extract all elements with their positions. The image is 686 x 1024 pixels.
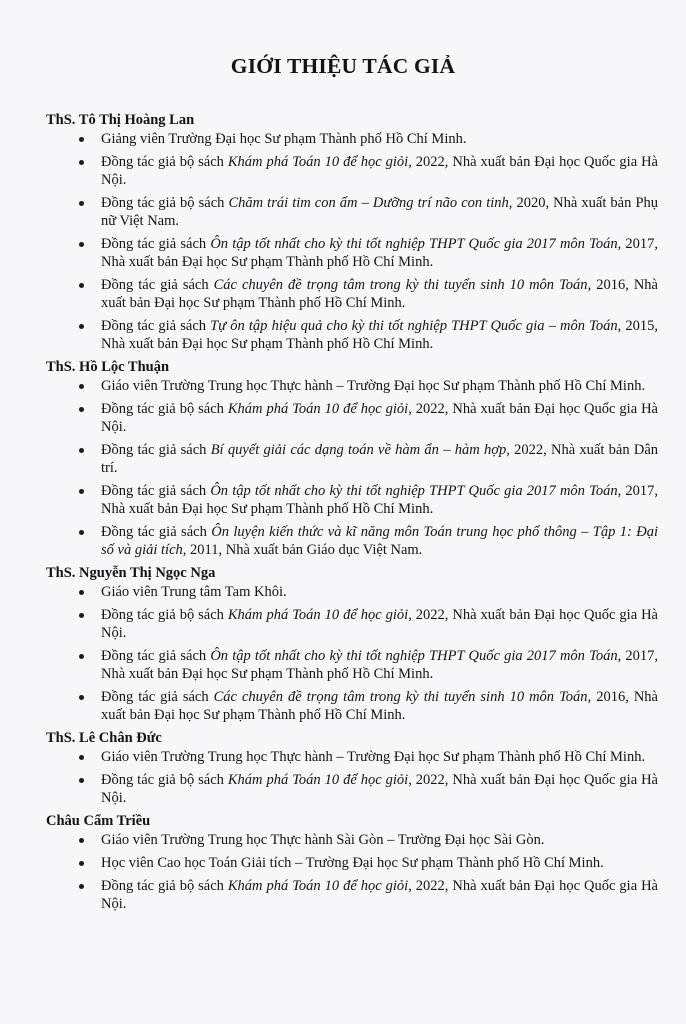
item-text: Giáo viên Trường Trung học Thực hành – Trường Đại học Sư phạm Thành phố Hồ Chí Minh. [101,378,646,394]
bullet-icon [79,242,84,247]
bullet-icon [79,160,84,165]
credential-list [46,377,658,559]
book-title: Ôn tập tốt nhất cho kỳ thi tốt nghiệp THPT Quốc gia 2017 môn Toán [210,483,618,499]
item-text-tail: , 2022, Nhà xuất bản Đại học Quốc gia Hà Nội. [101,401,658,435]
bullet-icon [79,407,84,412]
bullet-icon [79,283,84,288]
item-text: Học viên Cao học Toán Giải tích – Trường Đại học Sư phạm Thành phố Hồ Chí Minh. [101,855,604,871]
bullet-icon [79,489,84,494]
item-text: Đồng tác giả sách [101,277,214,293]
list-item [46,854,658,872]
item-text: Đồng tác giả sách [101,648,211,664]
bullet-icon [79,384,84,389]
book-title: Khám phá Toán 10 để học giỏi [227,607,409,623]
author-name: ThS. Hồ Lộc Thuận [46,359,170,375]
item-text-tail: , 2016, Nhà xuất bản Đại học Sư phạm Thành phố Hồ Chí Minh. [101,277,658,311]
author-name: ThS. Nguyễn Thị Ngọc Nga [46,565,216,581]
author-section [46,564,658,724]
bullet-icon [79,324,84,329]
list-item [46,276,658,312]
book-title: Chăm trái tim con ấm – Dưỡng trí não con tinh [228,195,509,211]
author-list [46,111,658,918]
bullet-icon [79,755,84,760]
item-text-tail: , 2017, Nhà xuất bản Đại học Sư phạm Thành phố Hồ Chí Minh. [101,648,659,682]
book-title: Các chuyên đề trọng tâm trong kỳ thi tuyển sinh 10 môn Toán [213,277,588,293]
bullet-icon [79,861,84,866]
bullet-icon [79,448,84,453]
item-text: Đồng tác giả sách [101,236,211,252]
credential-list [46,130,658,353]
list-item [46,194,658,230]
item-text: Đồng tác giả sách [101,442,211,458]
list-item [46,831,658,849]
item-text-tail: , 2011, Nhà xuất bản Giáo dục Việt Nam. [182,542,423,558]
credential-list [46,583,658,724]
book-title: Khám phá Toán 10 để học giỏi [227,878,409,894]
item-text: Đồng tác giả bộ sách [101,772,228,788]
item-text: Đồng tác giả sách [101,524,212,540]
list-item [46,441,658,477]
item-text-tail: , 2016, Nhà xuất bản Đại học Sư phạm Thành phố Hồ Chí Minh. [101,689,658,723]
list-item [46,317,658,353]
list-item [46,482,658,518]
list-item [46,130,658,148]
list-item [46,647,658,683]
item-text-tail: , 2017, Nhà xuất bản Đại học Sư phạm Thành phố Hồ Chí Minh. [101,483,659,517]
book-title: Ôn tập tốt nhất cho kỳ thi tốt nghiệp THPT Quốc gia 2017 môn Toán [210,648,618,664]
bullet-icon [79,884,84,889]
item-text: Giảng viên Trường Đại học Sư phạm Thành phố Hồ Chí Minh. [101,131,467,147]
list-item [46,583,658,601]
item-text-tail: , 2022, Nhà xuất bản Đại học Quốc gia Hà Nội. [101,607,658,641]
bullet-icon [79,137,84,142]
item-text-tail: , 2017, Nhà xuất bản Đại học Sư phạm Thành phố Hồ Chí Minh. [101,236,659,270]
item-text-tail: , 2022, Nhà xuất bản Dân trí. [101,442,659,476]
book-title: Khám phá Toán 10 để học giỏi [227,154,409,170]
credential-list [46,748,658,807]
author-section [46,812,658,913]
list-item [46,688,658,724]
book-title: Khám phá Toán 10 để học giỏi [227,772,409,788]
item-text: Đồng tác giả bộ sách [101,154,228,170]
book-title: Khám phá Toán 10 để học giỏi [227,401,409,417]
bullet-icon [79,530,84,535]
book-title: Tự ôn tập hiệu quả cho kỳ thi tốt nghiệp THPT Quốc gia – môn Toán [210,318,618,334]
item-text: Giáo viên Trường Trung học Thực hành – Trường Đại học Sư phạm Thành phố Hồ Chí Minh. [101,749,646,765]
item-text-tail: , 2020, Nhà xuất bản Phụ nữ Việt Nam. [101,195,659,229]
bullet-icon [79,590,84,595]
book-title: Bí quyết giải các dạng toán về hàm ẩn – hàm hợp [210,442,507,458]
book-title: Ôn tập tốt nhất cho kỳ thi tốt nghiệp THPT Quốc gia 2017 môn Toán [210,236,618,252]
item-text: Đồng tác giả bộ sách [101,607,228,623]
author-section [46,729,658,807]
item-text: Đồng tác giả sách [101,689,214,705]
list-item [46,377,658,395]
item-text: Đồng tác giả bộ sách [101,401,228,417]
list-item [46,523,658,559]
list-item [46,235,658,271]
item-text-tail: , 2022, Nhà xuất bản Đại học Quốc gia Hà Nội. [101,772,658,806]
bullet-icon [79,695,84,700]
page-title: GIỚI THIỆU TÁC GIẢ [230,54,456,78]
author-name: Châu Cẩm Triều [46,813,151,829]
item-text-tail: , 2015, Nhà xuất bản Đại học Sư phạm Thành phố Hồ Chí Minh. [101,318,659,352]
list-item [46,877,658,913]
list-item [46,748,658,766]
bullet-icon [79,838,84,843]
item-text: Giáo viên Trường Trung học Thực hành Sài Gòn – Trường Đại học Sài Gòn. [101,832,545,848]
bullet-icon [79,654,84,659]
list-item [46,400,658,436]
credential-list [46,831,658,913]
item-text-tail: , 2022, Nhà xuất bản Đại học Quốc gia Hà Nội. [101,154,658,188]
list-item [46,771,658,807]
bullet-icon [79,778,84,783]
author-section [46,111,658,353]
bullet-icon [79,201,84,206]
item-text: Đồng tác giả sách [101,483,211,499]
book-title: Các chuyên đề trọng tâm trong kỳ thi tuyển sinh 10 môn Toán [213,689,588,705]
item-text: Đồng tác giả bộ sách [101,878,228,894]
item-text: Đồng tác giả sách [101,318,211,334]
item-text-tail: , 2022, Nhà xuất bản Đại học Quốc gia Hà Nội. [101,878,658,912]
book-title: Ôn luyện kiến thức và kĩ năng môn Toán trung học phổ thông – Tập 1: Đại số và giải tích [101,524,658,558]
item-text: Giáo viên Trung tâm Tam Khôi. [101,584,287,600]
bullet-icon [79,613,84,618]
list-item [46,606,658,642]
author-section [46,358,658,559]
list-item [46,153,658,189]
author-name: ThS. Lê Chân Đức [46,730,162,746]
author-name: ThS. Tô Thị Hoàng Lan [46,112,195,128]
item-text: Đồng tác giả bộ sách [101,195,229,211]
